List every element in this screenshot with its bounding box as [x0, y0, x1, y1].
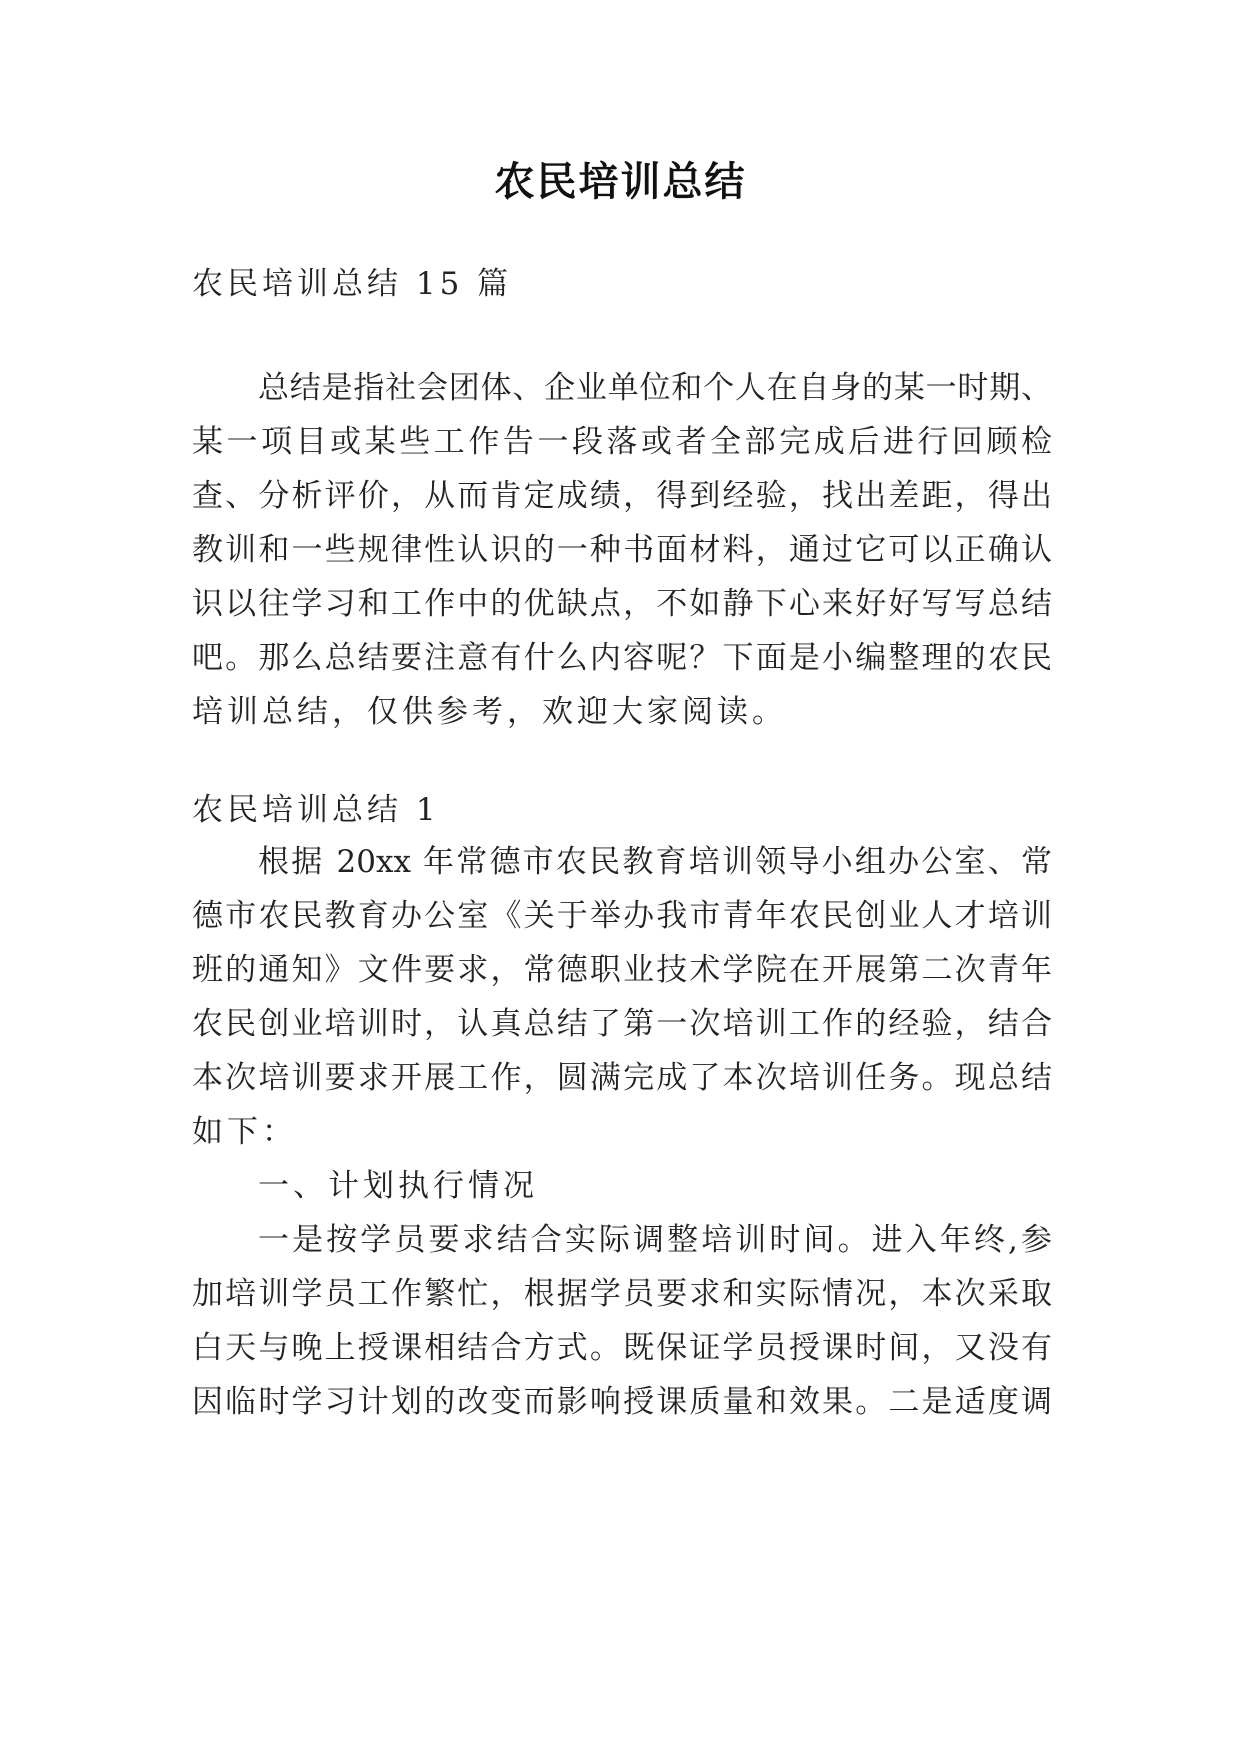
section1b-line-2: 加培训学员工作繁忙，根据学员要求和实际情况，本次采取	[192, 1276, 1052, 1312]
intro-line-3: 查、分析评价，从而肯定成绩，得到经验，找出差距，得出	[192, 478, 1052, 514]
section1b-line-4: 因临时学习计划的改变而影响授课质量和效果。二是适度调	[192, 1384, 1052, 1420]
section1-line-1: 根据 20xx 年常德市农民教育培训领导小组办公室、常	[258, 844, 1052, 880]
section1-line-2: 德市农民教育办公室《关于举办我市青年农民创业人才培训	[192, 898, 1052, 934]
document-title: 农民培训总结	[494, 159, 747, 205]
section1-line-4: 农民创业培训时，认真总结了第一次培训工作的经验，结合	[192, 1006, 1052, 1042]
section1-heading: 农民培训总结 1	[192, 792, 440, 828]
intro-line-7: 培训总结，仅供参考，欢迎大家阅读。	[192, 694, 787, 730]
intro-line-6: 吧。那么总结要注意有什么内容呢？下面是小编整理的农民	[192, 640, 1052, 676]
document-subtitle: 农民培训总结 15 篇	[192, 266, 513, 302]
section1b-line-3: 白天与晚上授课相结合方式。既保证学员授课时间，又没有	[192, 1330, 1052, 1366]
intro-line-2: 某一项目或某些工作告一段落或者全部完成后进行回顾检	[192, 424, 1052, 460]
intro-line-4: 教训和一些规律性认识的一种书面材料，通过它可以正确认	[192, 532, 1052, 568]
intro-line-1: 总结是指社会团体、企业单位和个人在自身的某一时期、	[258, 370, 1052, 406]
section1-line-3: 班的通知》文件要求，常德职业技术学院在开展第二次青年	[192, 952, 1052, 988]
section1b-line-1: 一是按学员要求结合实际调整培训时间。进入年终,参	[258, 1222, 1052, 1258]
section1-line-6: 如下：	[192, 1114, 297, 1150]
section-subheading: 一、计划执行情况	[258, 1168, 538, 1204]
intro-line-5: 识以往学习和工作中的优缺点，不如静下心来好好写写总结	[192, 586, 1052, 622]
section1-line-5: 本次培训要求开展工作，圆满完成了本次培训任务。现总结	[192, 1060, 1052, 1096]
